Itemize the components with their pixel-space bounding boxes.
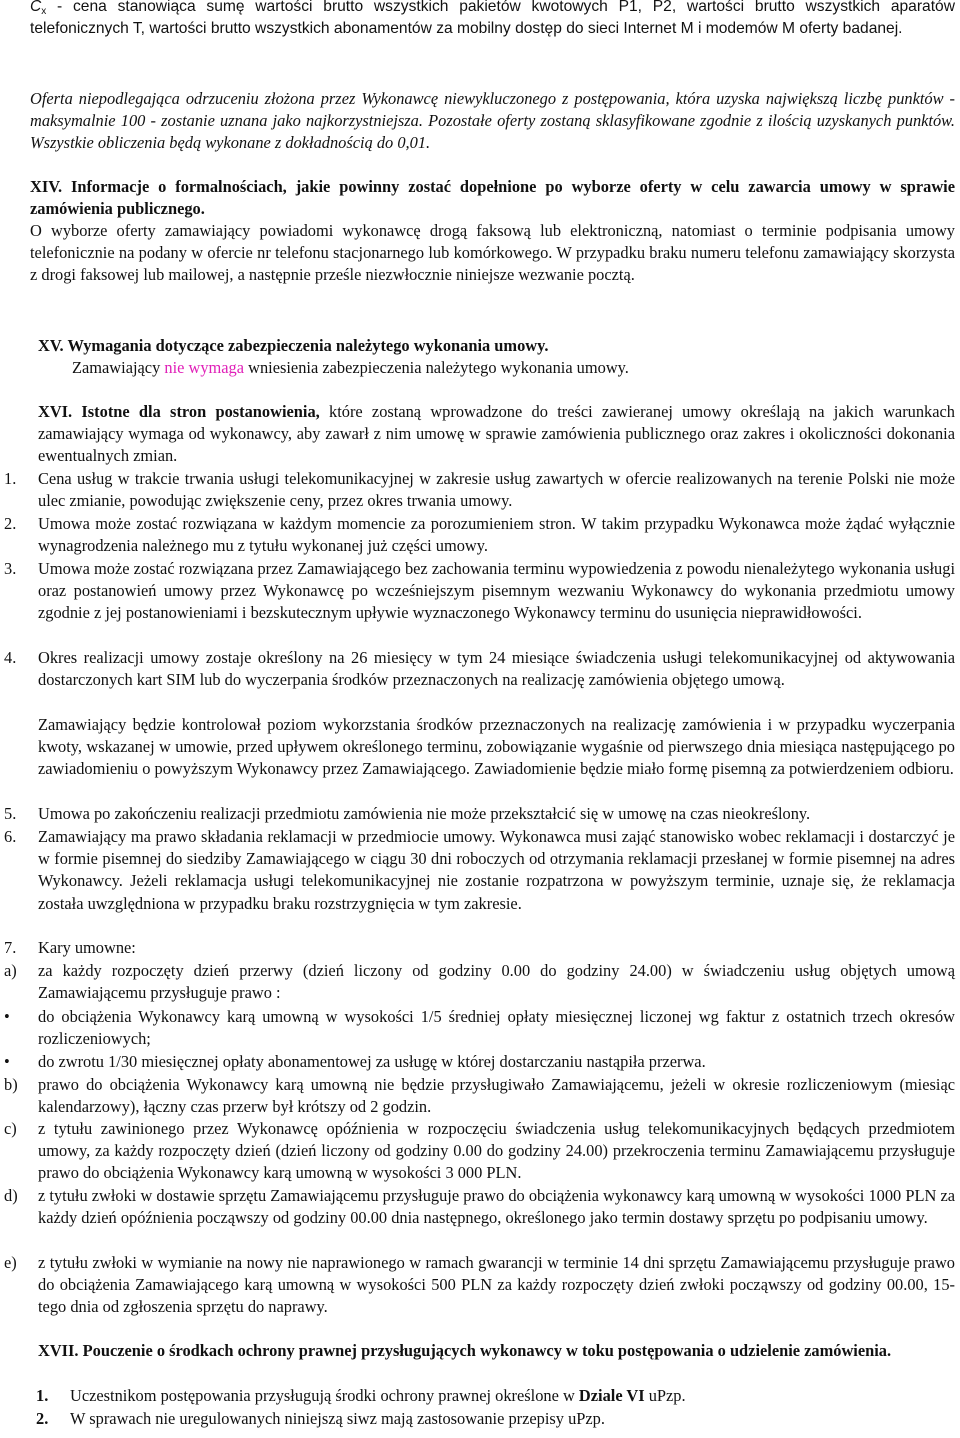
- cx-text: - cena stanowiąca sumę wartości brutto wszystkich pakietów kwotowych P1, P2, wartości brutto wszystkich aparatów telefonicznych T, wartości brutto wszystkich abonamentów za mobilny dostęp do sieci Internet M i modemów M oferty badanej.: [30, 0, 955, 37]
- list-item-number: 5.: [4, 804, 17, 823]
- list-item-text: z tytułu zwłoki w dostawie sprzętu Zamawiającemu przysługuje prawo do obciążenia wykonawcy karą umowną w wysokości 1000 PLN za każdy dzień opóźnienia począwszy od godziny 00.00 dnia następnego, określonego jako termin dostawy sprzętu po podpisaniu umowy.: [38, 1186, 955, 1228]
- cx-definition: [30, 0, 955, 40]
- list-item-number: 1.: [36, 1386, 49, 1405]
- italic-paragraph: Oferta niepodlegająca odrzuceniu złożona przez Wykonawcę niewykluczonego z postępowania, która uzyska największą liczbę punktów - maksymalnie 100 - zostanie uznana jako najkorzystniejsza. Pozostałe oferty zostaną sklasyfikowane zgodnie z ilością uzyskanych punktów. Wszystkie obliczenia będą wykonane z dokładnością do 0,01.: [30, 89, 955, 153]
- list-item-number: c): [4, 1119, 17, 1138]
- section-xv-body: [72, 357, 952, 379]
- section-xiv-body: O wyborze oferty zamawiający powiadomi wykonawcę drogą faksową lub elektroniczną, natomiast o terminie podpisania umowy telefonicznie na podany w ofercie nr telefonu stacjonarnego lub komórkowego. W przypadku braku numeru telefonu zamawiający skorzysta z drogi faksowej lub mailowej, a następnie prześle niezwłocznie niniejsze wezwanie pocztą.: [30, 221, 955, 285]
- bullet-icon: •: [4, 1052, 10, 1071]
- list-item-text: W sprawach nie uregulowanych niniejszą siwz mają zastosowanie przepisy uPzp.: [70, 1409, 605, 1428]
- list-item-text: Umowa po zakończeniu realizacji przedmiotu zamówienia nie może przekształcić się w umowę na czas nieokreślony.: [38, 804, 811, 823]
- list-item-number: a): [4, 961, 17, 980]
- list-item-text: Umowa może zostać rozwiązana przez Zamawiającego bez zachowania terminu wypowiedzenia z powodu nienależytego wykonania usługi oraz postanowień umowy przez Wykonawcę po wcześniejszym pisemnym wezwaniu Wykonawcy do wykonania przedmiotu umowy zgodnie z jej postanowieniami i bezskutecznym upływie wyznaczonego Wykonawcy terminu do usunięcia nieprawidłowości.: [38, 559, 955, 623]
- list-item-text: [70, 1385, 955, 1407]
- list-item-number: d): [4, 1186, 18, 1205]
- list-item-text: Okres realizacji umowy zostaje określony na 26 miesięcy w tym 24 miesiące świadczenia usługi telekomunikacyjnej od aktywowania dostarczonych kart SIM lub do wyczerpania środków przeznaczonych na realizację zamówienia objętego umową.: [38, 648, 955, 690]
- list-item-text-post: uPzp.: [644, 1386, 686, 1405]
- section-xv-body-pre: Zamawiający: [72, 358, 165, 377]
- list-item-text-bold: Dziale VI: [578, 1386, 645, 1405]
- bullet-icon: •: [4, 1007, 10, 1026]
- list-item-number: 3.: [4, 559, 17, 578]
- section-xiv-heading: XIV. Informacje o formalnościach, jakie powinny zostać dopełnione po wyborze oferty w celu zawarcia umowy w sprawie zamówienia publicznego.: [30, 177, 955, 219]
- list-item-number: 6.: [4, 827, 17, 846]
- section-xvi-intro: [38, 401, 955, 468]
- list-item-text: Zamawiający ma prawo składania reklamacji w przedmiocie umowy. Wykonawca musi zająć stanowisko wobec reklamacji i dostarczyć je w formie pisemnej do siedziby Zamawiającego w ciągu 30 dni roboczych od otrzymania reklamacji przesłanej w formie pisemnej na adres Wykonawcy. Jeżeli reklamacja usługi telekomunikacyjnej nie zostanie rozpatrzona w powyższym terminie, uznaje się, że reklamacja została uwzględniona w przypadku braku rozstrzygnięcia w tym zakresie.: [38, 827, 955, 913]
- list-item-number: 4.: [4, 648, 17, 667]
- list-item-text: za każdy rozpoczęty dzień przerwy (dzień liczony od godziny 0.00 do godziny 24.00) w świadczeniu usług objętych umową Zamawiającemu przysługuje prawo :: [38, 961, 955, 1003]
- section-xv-heading: XV. Wymagania dotyczące zabezpieczenia należytego wykonania umowy.: [38, 336, 549, 355]
- section-xv-highlight: nie wymaga: [164, 358, 245, 377]
- list-item-text: z tytułu zwłoki w wymianie na nowy nie naprawionego w ramach gwarancji w terminie 14 dni sprzętu Zamawiającemu przysługuje prawo do obciążenia Zamawiającego karą umowną w wysokości 500 PLN za każdy rozpoczęty dzień zwłoki począwszy od godziny 00.00, 15- tego dnia od zgłoszenia sprzętu do naprawy.: [38, 1253, 955, 1317]
- list-item-text: Umowa może zostać rozwiązana w każdym momencie za porozumieniem stron. W takim przypadku Wykonawca może żądać wyłącznie wynagrodzenia należnego mu z tytułu wykonanej już części umowy.: [38, 514, 955, 556]
- section-xvi-heading-rest: które zostaną wprowadzone do treści zawieranej umowy określają na jakich warunkach zamawiający wymaga od wykonawcy, aby zawarł z nim umowę w sprawie zamówienia publicznego oraz zakres i okoliczności dokonania ewentualnych zmian.: [38, 402, 955, 466]
- list-item-number: e): [4, 1253, 17, 1272]
- list-item-number: 2.: [36, 1409, 49, 1428]
- list-item-text: Zamawiający będzie kontrolował poziom wykorzstania środków przeznaczonych na realizację zamówienia i w przypadku wyczerpania kwoty, wskazanej w umowie, przed upływem określonego terminu, zobowiązanie wygaśnie od pierwszego dnia miesiąca następującego po zawiadomieniu o powyższym Wykonawcy przez Zamawiającego. Zawiadomienie będzie miało formę pisemną za potwierdzeniem odbioru.: [38, 715, 955, 779]
- list-item-text: do zwrotu 1/30 miesięcznej opłaty abonamentowej za usługę w której dostarczaniu nastąpiła przerwa.: [38, 1052, 706, 1071]
- list-item-text: Cena usług w trakcie trwania usługi telekomunikacyjnej w zakresie usług zawartych w ofercie realizowanych na terenie Polski nie może ulec zmianie, powodując zwiększenie ceny, przez okres trwania umowy.: [38, 469, 955, 511]
- list-item-text: z tytułu zawinionego przez Wykonawcę opóźnienia w rozpoczęciu świadczenia usług telekomunikacyjnych będących przedmiotem umowy, za każdy rozpoczęty dzień (dzień liczony od godziny 0.00 do godziny 24.00) przekroczenia terminu Zamawiającemu przysługuje prawo do obciążenia Wykonawcy karą umowną w wysokości 3 000 PLN.: [38, 1119, 955, 1183]
- section-xvi-heading: XVI. Istotne dla stron postanowienia,: [38, 402, 320, 421]
- cx-subscript: x: [41, 6, 47, 17]
- section-xv-body-post: wniesienia zabezpieczenia należytego wykonania umowy.: [244, 358, 629, 377]
- list-item-number: 1.: [4, 469, 17, 488]
- cx-symbol: C: [30, 0, 42, 15]
- list-item-text: Kary umowne:: [38, 938, 136, 957]
- list-item-text: do obciążenia Wykonawcy karą umowną w wysokości 1/5 średniej opłaty miesięcznej liczonej wg faktur z ostatnich trzech okresów rozliczeniowych;: [38, 1007, 955, 1049]
- list-item-text-pre: Uczestnikom postępowania przysługują środki ochrony prawnej określone w: [70, 1386, 579, 1405]
- list-item-number: b): [4, 1075, 18, 1094]
- list-item-text: prawo do obciążenia Wykonawcy karą umowną nie będzie przysługiwało Zamawiającemu, jeżeli w okresie rozliczeniowym (miesiąc kalendarzowy), łączny czas przerw był krótszy od 2 godzin.: [38, 1075, 955, 1117]
- section-xvii-heading: XVII. Pouczenie o środkach ochrony prawnej przysługujących wykonawcy w toku postępowania o udzielenie zamówienia.: [38, 1341, 892, 1360]
- list-item-number: 2.: [4, 514, 17, 533]
- list-item-number: 7.: [4, 938, 17, 957]
